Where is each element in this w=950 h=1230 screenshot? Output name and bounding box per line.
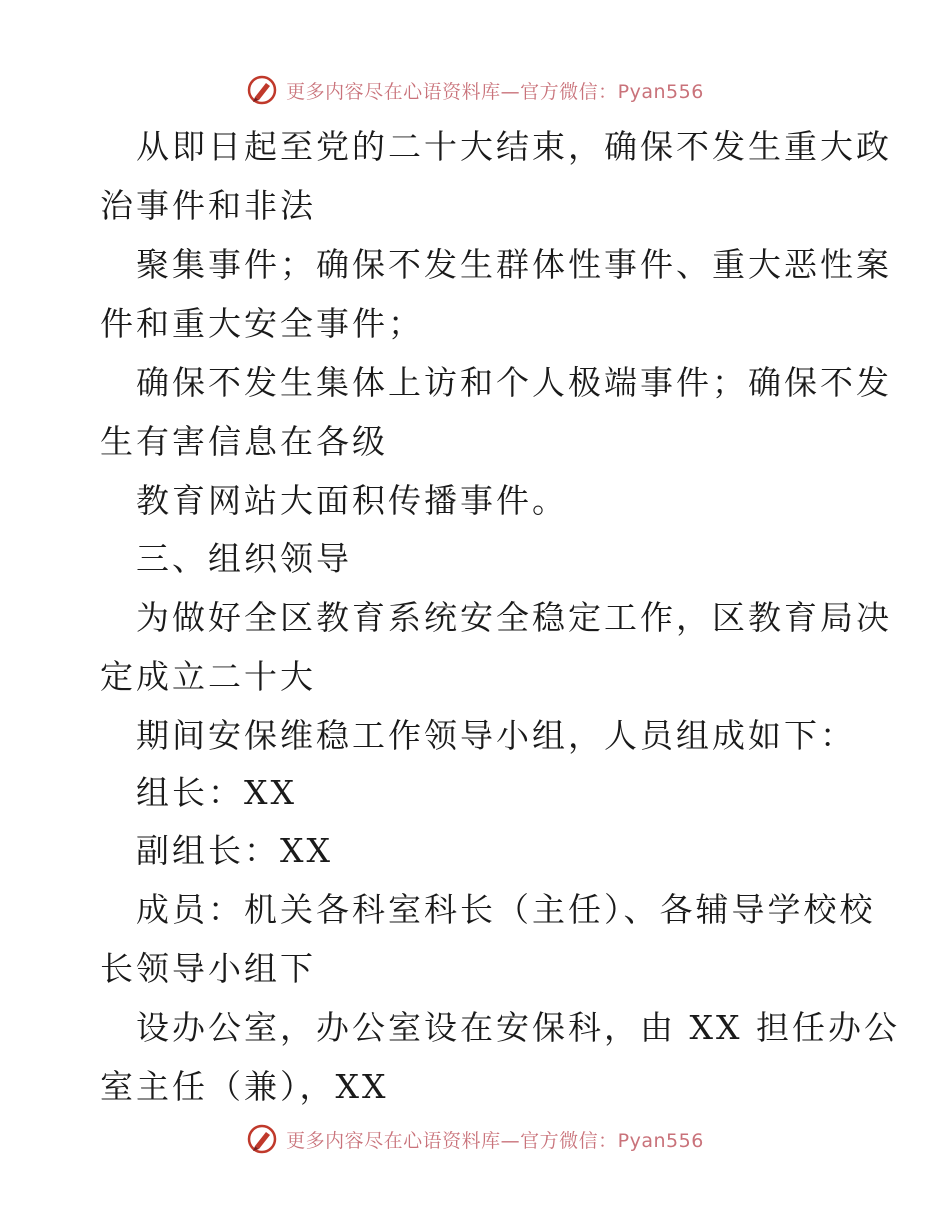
text-line: 定成立二十大 — [100, 657, 316, 696]
pen-logo-icon — [246, 74, 278, 106]
watermark-text: 更多内容尽在心语资料库—官方微信：Pyan556 — [286, 1129, 704, 1152]
section-heading: 三、组织领导 — [136, 539, 352, 578]
watermark-text: 更多内容尽在心语资料库—官方微信：Pyan556 — [286, 80, 704, 103]
pen-logo-icon — [246, 1123, 278, 1155]
text-line: 治事件和非法 — [100, 186, 316, 225]
footer-watermark — [0, 1122, 950, 1156]
text-line: 为做好全区教育系统安全稳定工作，区教育局决 — [136, 598, 892, 637]
text-line: 成员：机关各科室科长（主任）、各辅导学校校 — [136, 890, 876, 929]
text-line: 组长：XX — [136, 773, 297, 812]
text-line: 室主任（兼），XX — [100, 1067, 389, 1106]
text-line: 生有害信息在各级 — [100, 422, 388, 461]
text-line: 件和重大安全事件； — [100, 304, 424, 343]
text-line: 教育网站大面积传播事件。 — [136, 481, 568, 520]
text-line: 副组长：XX — [136, 831, 333, 870]
text-line: 从即日起至党的二十大结束，确保不发生重大政 — [136, 127, 892, 166]
text-line: 聚集事件；确保不发生群体性事件、重大恶性案 — [136, 245, 892, 284]
header-watermark — [0, 73, 950, 107]
text-line: 确保不发生集体上访和个人极端事件；确保不发 — [136, 363, 892, 402]
text-line: 长领导小组下 — [100, 949, 316, 988]
text-line: 期间安保维稳工作领导小组，人员组成如下： — [136, 716, 856, 755]
text-line: 设办公室，办公室设在安保科，由 XX 担任办公 — [136, 1008, 900, 1047]
